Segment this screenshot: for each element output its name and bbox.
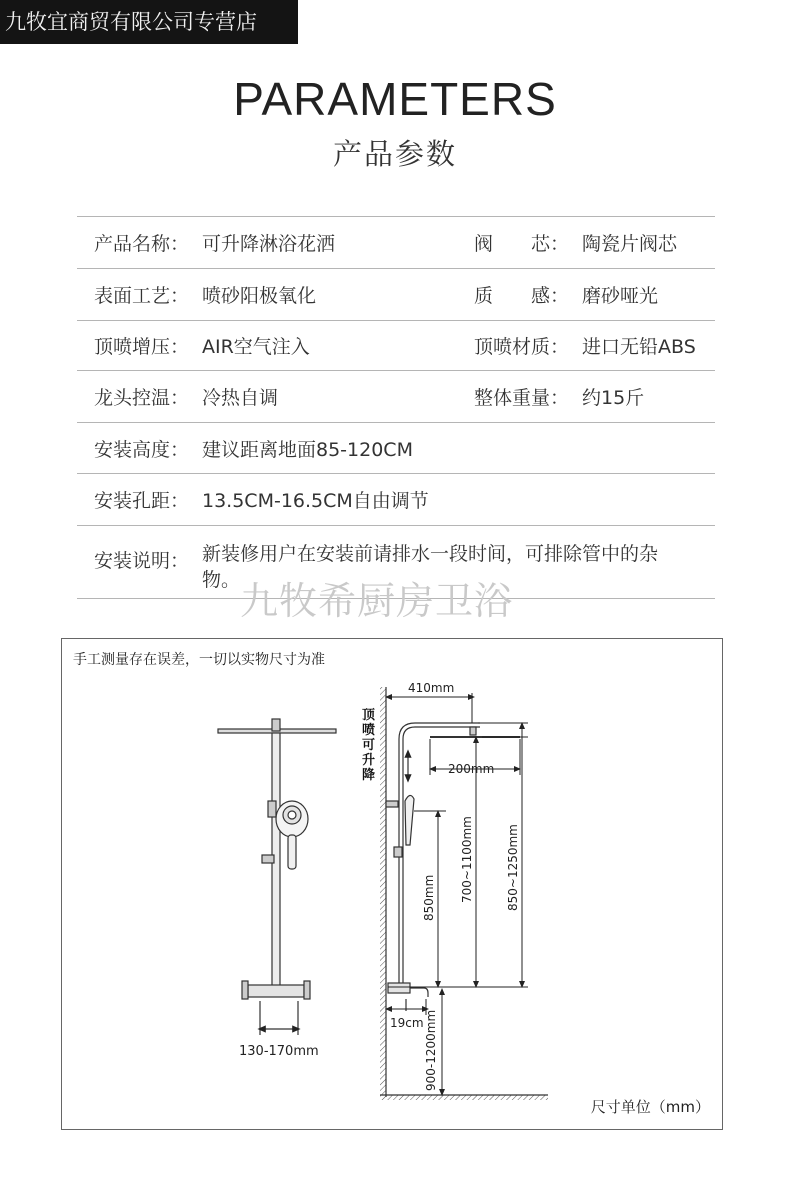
param-value: 建议距离地面85-120CM [202, 438, 413, 461]
param-value: 冷热自调 [202, 387, 279, 409]
vlabel-char: 顶 [362, 708, 376, 723]
front-view [218, 719, 336, 1035]
height-850-label: 850mm [422, 874, 436, 921]
page-subtitle: 产品参数 [332, 137, 457, 171]
measurement-note: 手工测量存在误差，一切以实物尺寸为准 [73, 652, 325, 668]
param-label: 质 感： [474, 285, 570, 307]
param-value: 进口无铅ABS [582, 336, 696, 358]
inlet-spacing-label: 130-170mm [239, 1044, 319, 1059]
vertical-label [362, 707, 376, 783]
vlabel-char: 升 [362, 753, 376, 768]
store-badge: 九牧宜商贸有限公司专营店 [0, 0, 298, 44]
param-value: 13.5CM-16.5CM自由调节 [202, 490, 429, 512]
head-diameter-label: 200mm [448, 762, 495, 776]
param-row [77, 269, 715, 321]
watermark: 九牧希厨房卫浴 [240, 579, 514, 623]
param-value: 约15斤 [582, 387, 645, 409]
spout-length-label: 19cm [390, 1016, 424, 1030]
param-value: 陶瓷片阀芯 [582, 233, 678, 255]
floor [380, 1095, 548, 1100]
page-title: PARAMETERS [233, 73, 557, 125]
diagram-drawing [62, 639, 724, 1131]
param-label: 整体重量： [474, 387, 570, 409]
param-label: 安装孔距： [94, 490, 190, 512]
param-row [77, 217, 715, 269]
parameters-table [77, 216, 715, 599]
param-row [77, 474, 715, 526]
param-label: 表面工艺： [94, 285, 190, 307]
param-label: 顶喷材质： [474, 336, 570, 358]
param-value: 磨砂哑光 [582, 285, 659, 307]
param-label: 产品名称： [94, 233, 190, 255]
param-row [77, 423, 715, 474]
param-row [77, 371, 715, 423]
param-value: AIR空气注入 [202, 336, 310, 358]
vlabel-char: 可 [362, 738, 376, 753]
height-total-label: 850~1250mm [506, 824, 520, 911]
param-label: 安装高度： [94, 438, 190, 461]
param-value: 喷砂阳极氧化 [202, 285, 317, 307]
wall [380, 687, 386, 1095]
top-width-label: 410mm [408, 681, 455, 695]
height-adjust-label: 700~1100mm [460, 816, 474, 903]
param-value: 可升降淋浴花洒 [202, 233, 336, 255]
unit-note: 尺寸单位（mm） [590, 1098, 710, 1116]
param-label: 安装说明： [94, 550, 190, 572]
install-height-label: 900-1200mm [424, 1009, 438, 1091]
param-label: 龙头控温： [94, 387, 190, 409]
param-label: 阀 芯： [474, 233, 570, 255]
param-row [77, 321, 715, 371]
vlabel-char: 喷 [362, 723, 376, 738]
vlabel-char: 降 [362, 768, 376, 783]
param-label: 顶喷增压： [94, 336, 190, 358]
dimension-diagram [61, 638, 723, 1130]
param-value: 新装修用户在安装前请排水一段时间，可排除管中的杂物。 [202, 543, 659, 591]
